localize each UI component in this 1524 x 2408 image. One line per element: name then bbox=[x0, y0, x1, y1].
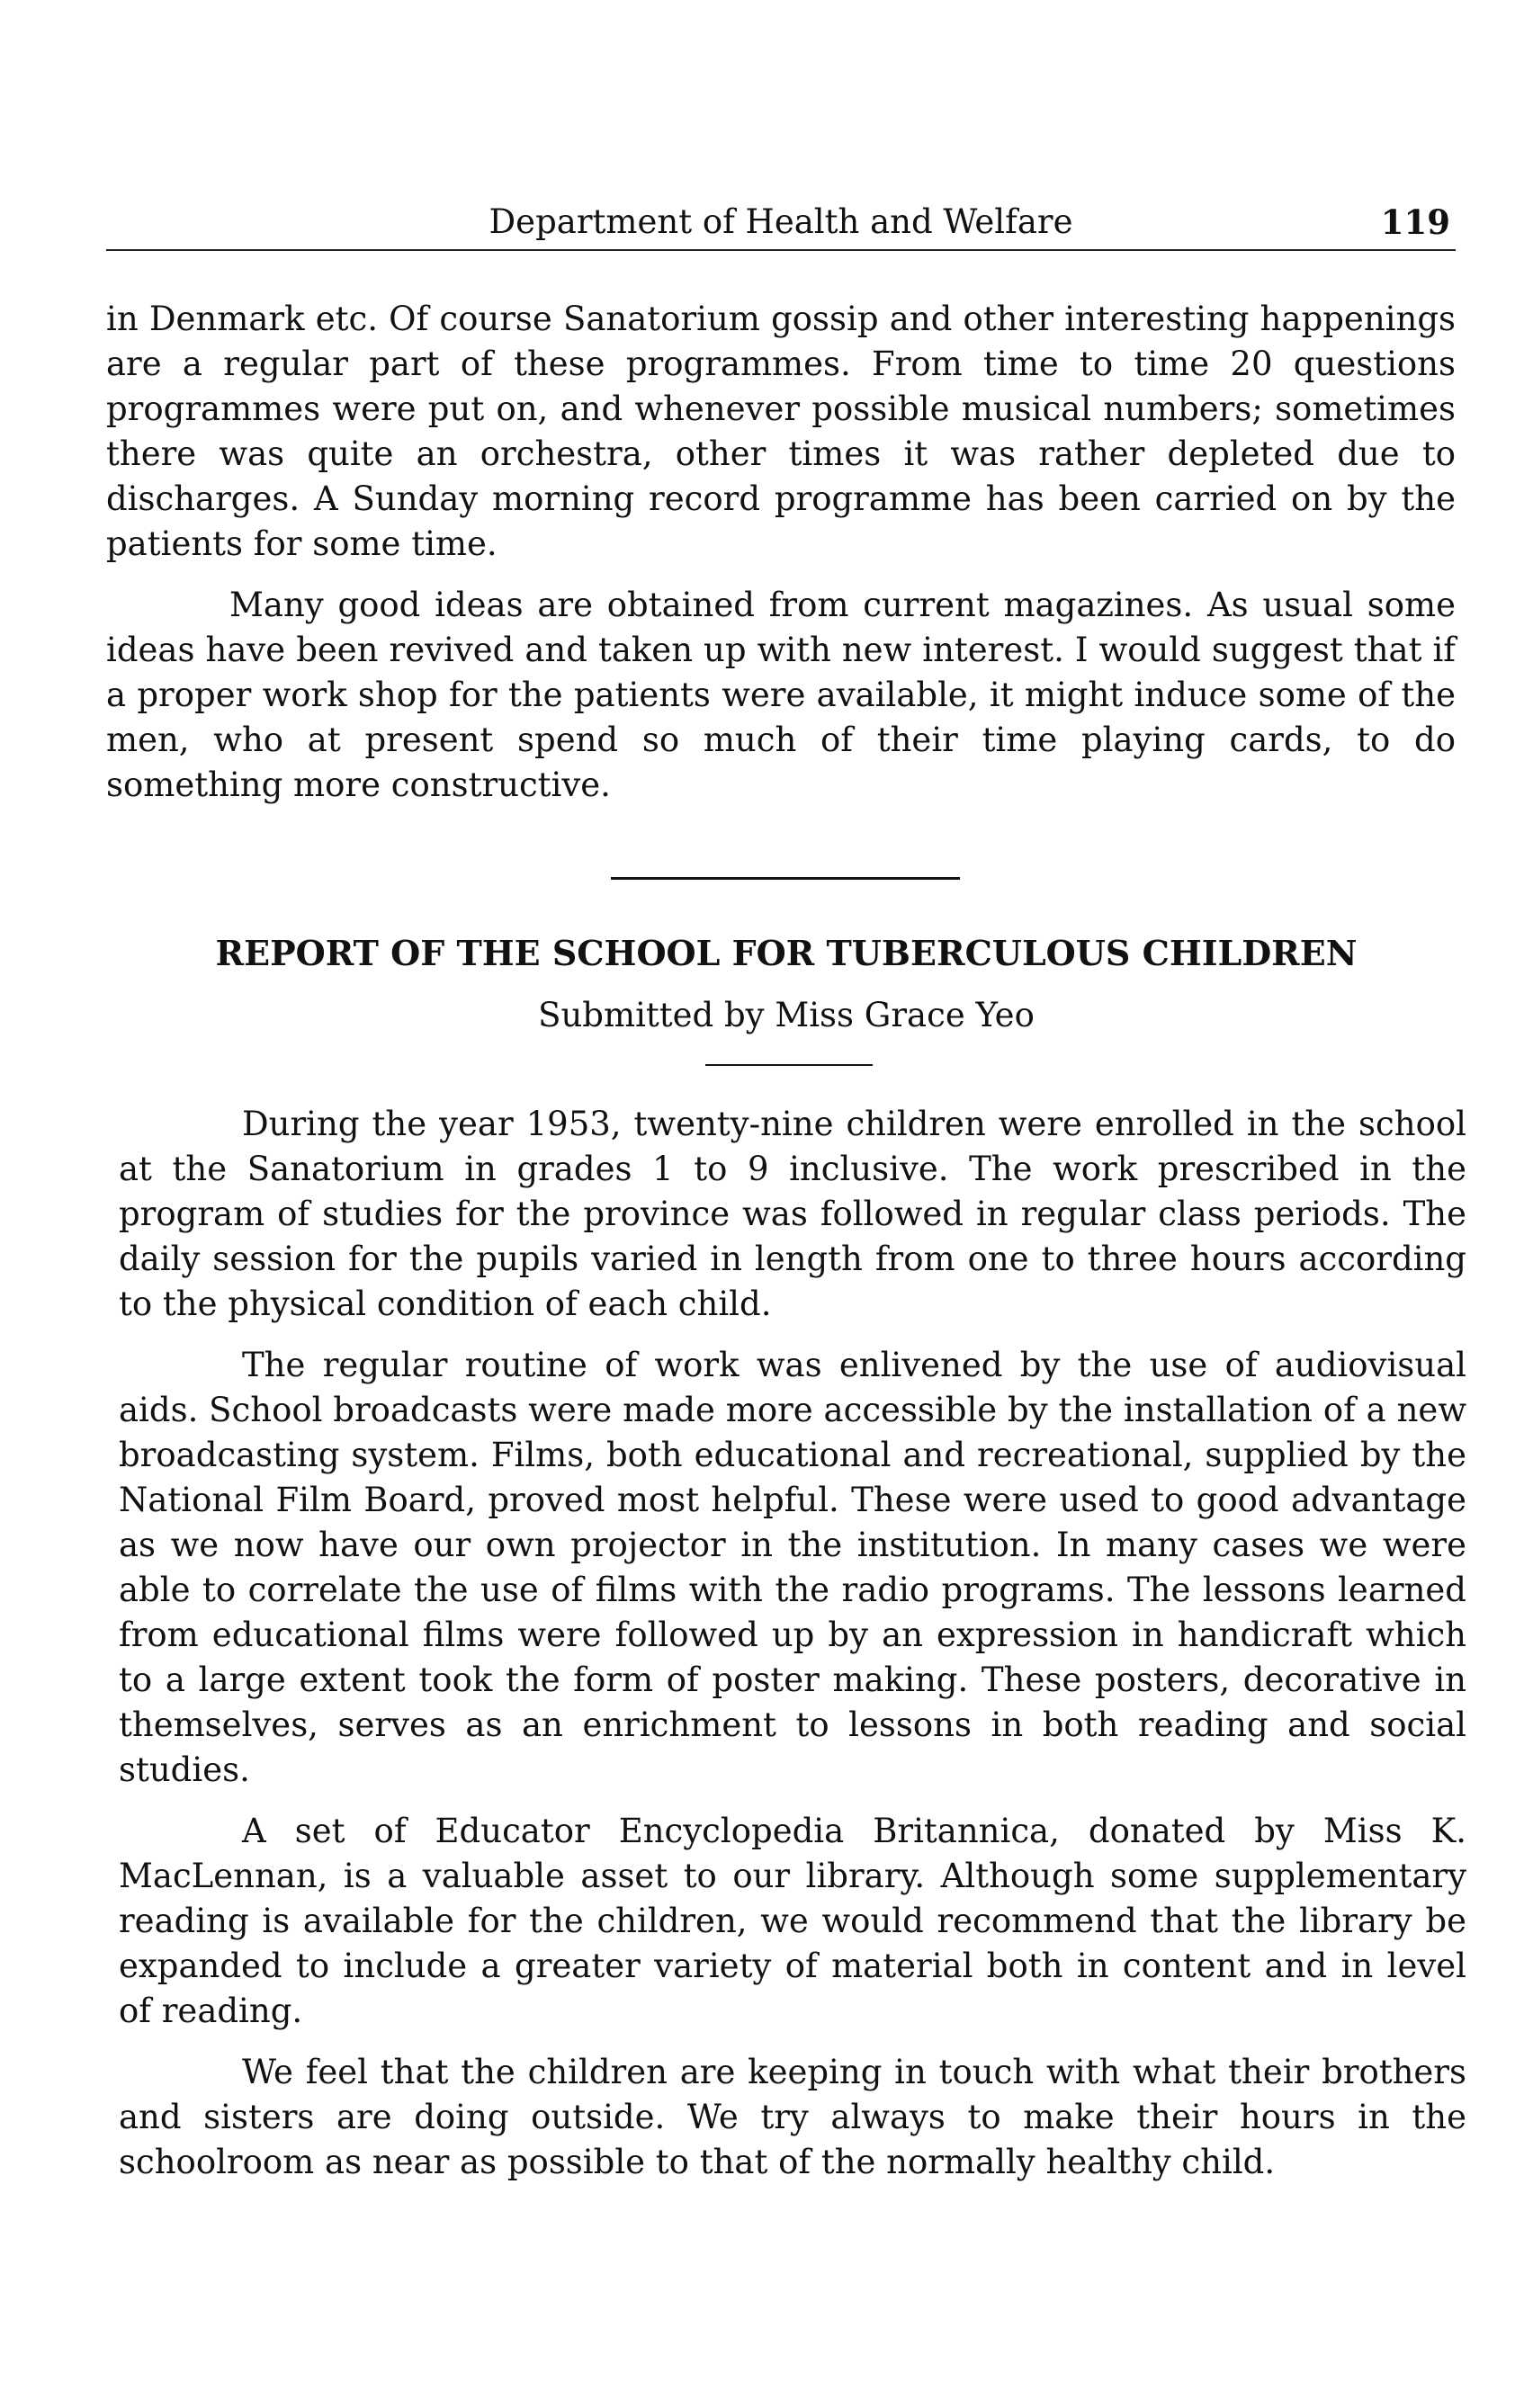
paragraph: in Denmark etc. Of course Sanatorium gossip and other interesting happenings are a regular part of these programmes. From time to time 20 questions programmes were put on, and whenever possible musical numbers; sometimes there was quite an orchestra, other times it was rather depleted due to discharges. A Sunday morning record programme has been carried on by the patients for some time. bbox=[106, 300, 1456, 563]
paragraph: The regular routine of work was enlivened by the use of audiovisual aids. School broadcasts were made more accessible by the installation of a new broadcasting system. Films, both educational and recreational, supplied by the National Film Board, proved most helpful. These were used to good advantage as we now have our own projector in the institution. In many cases we were able to correlate the use of films with the radio programs. The lessons learned from educational films were followed up by an expression in handicraft which to a large extent took the form of poster making. These posters, decorative in themselves, serves as an enrichment to lessons in both reading and social studies. bbox=[119, 1346, 1466, 1789]
paragraph: We feel that the children are keeping in touch with what their brothers and sisters are doing outside. We try always to make their hours in the schoolroom as near as possible to that of the normally healthy child. bbox=[119, 2053, 1466, 2181]
page-number: 119 bbox=[1380, 202, 1450, 242]
subtitle-rule bbox=[705, 1064, 873, 1066]
paragraph: Many good ideas are obtained from current magazines. As usual some ideas have been revived and taken up with new interest. I would suggest that if a proper work shop for the patients were available, it might induce some of the men, who at present spend so much of their time playing cards, to do something more constructive. bbox=[106, 586, 1456, 804]
running-header bbox=[106, 200, 1456, 245]
section-divider bbox=[611, 877, 960, 880]
section-title: REPORT OF THE SCHOOL FOR TUBERCULOUS CHILDREN bbox=[215, 933, 1358, 973]
section-subtitle: Submitted by Miss Grace Yeo bbox=[538, 996, 1035, 1034]
intro-text bbox=[106, 297, 1456, 808]
section-body bbox=[119, 1102, 1466, 2185]
paragraph: During the year 1953, twenty-nine children were enrolled in the school at the Sanatorium in grades 1 to 9 inclusive. The work prescribed in the program of studies for the province was followed in regular class periods. The daily session for the pupils varied in length from one to three hours according to the physical condition of each child. bbox=[119, 1105, 1466, 1323]
paragraph: A set of Educator Encyclopedia Britannica, donated by Miss K. MacLennan, is a valuable asset to our library. Although some supplementary reading is available for the children, we would recommend that the library be expanded to include a greater variety of material both in content and in level of reading. bbox=[119, 1812, 1466, 2030]
running-title: Department of Health and Welfare bbox=[489, 202, 1073, 241]
header-rule bbox=[106, 249, 1456, 251]
